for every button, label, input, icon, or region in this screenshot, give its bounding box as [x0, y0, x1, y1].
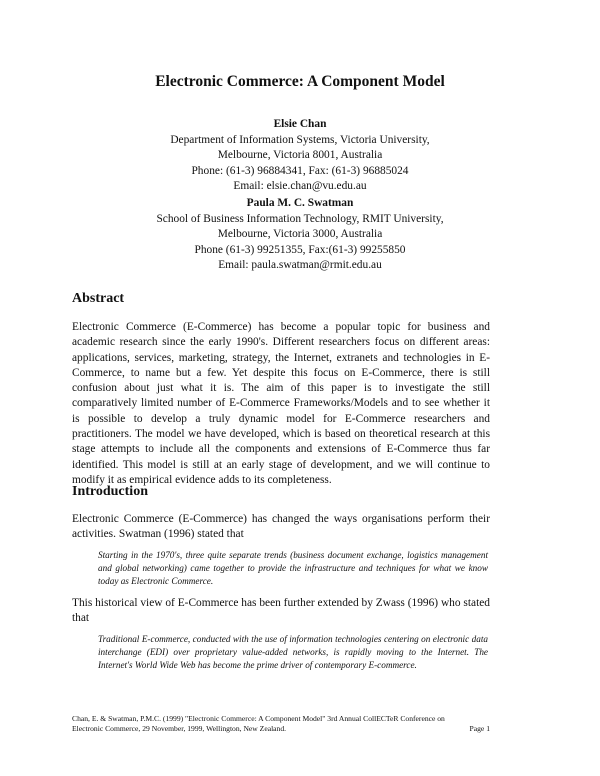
- author-address: Melbourne, Victoria 8001, Australia: [217, 149, 383, 162]
- quote-zwass: Traditional E-commerce, conducted with the use of information technologies centering on electronic data interchange (EDI) over proprietary value-added networks, is rapidly moving to the Internet. The Internet's World Wide Web has become the prime driver of contemporary E-commerce.: [98, 634, 488, 671]
- abstract-text: Electronic Commerce (E-Commerce) has become a popular topic for business and academic research since the early 1990's. Different researchers focus on different areas: applications, services, marketing, strategy, the Internet, extranets and technologies in E-Commerce, to name but a few. Yet despite this focus on E-Commerce, there is still confusion about just what it is. The aim of this paper is to investigate the still comparatively limited number of E-Commerce Frameworks/Models and to see whether it is possible to develop a truly dynamic model for E-Commerce researchers and practitioners. The model we have developed, which is based on theoretical research at this stage attempts to include all the components and extensions of E-Commerce thus far identified. This model is still at an early stage of development, and we will continue to modify it as empirical evidence adds to its completeness.: [72, 321, 490, 486]
- author-affiliation: School of Business Information Technology, RMIT University,: [156, 212, 444, 225]
- paper-title: Electronic Commerce: A Component Model: [155, 73, 445, 90]
- author-affiliation: Department of Information Systems, Victoria University,: [170, 133, 430, 146]
- introduction-heading: Introduction: [72, 484, 148, 499]
- page-number: Page 1: [469, 724, 490, 733]
- author-email: Email: paula.swatman@rmit.edu.au: [218, 259, 382, 272]
- author-phone: Phone: (61-3) 96884341, Fax: (61-3) 96885024: [191, 164, 409, 177]
- intro-paragraph-1: Electronic Commerce (E-Commerce) has changed the ways organisations perform their activities. Swatman (1996) stated that: [72, 513, 490, 541]
- quote-swatman: Starting in the 1970's, three quite separate trends (business document exchange, logistics management and global networking) came together to provide the infrastructure and techniques for what we know today as Electronic Commerce.: [98, 550, 488, 587]
- abstract-heading: Abstract: [72, 291, 125, 306]
- page-footer: [72, 714, 490, 734]
- author-phone: Phone (61-3) 99251355, Fax:(61-3) 99255850: [194, 243, 406, 256]
- author-name: Paula M. C. Swatman: [246, 197, 354, 209]
- author-name: Elsie Chan: [273, 118, 327, 130]
- author-block-1: [0, 117, 600, 195]
- author-address: Melbourne, Victoria 3000, Australia: [217, 228, 383, 241]
- author-email: Email: elsie.chan@vu.edu.au: [233, 180, 367, 193]
- author-block-2: [0, 196, 600, 274]
- intro-paragraph-2: This historical view of E-Commerce has been further extended by Zwass (1996) who stated that: [72, 597, 490, 625]
- footer-citation-line-2: Electronic Commerce, 29 November, 1999, Wellington, New Zealand.: [72, 724, 287, 733]
- footer-citation-line-1: Chan, E. & Swatman, P.M.C. (1999) "Electronic Commerce: A Component Model" 3rd Annual CollECTeR Conference on: [72, 714, 445, 723]
